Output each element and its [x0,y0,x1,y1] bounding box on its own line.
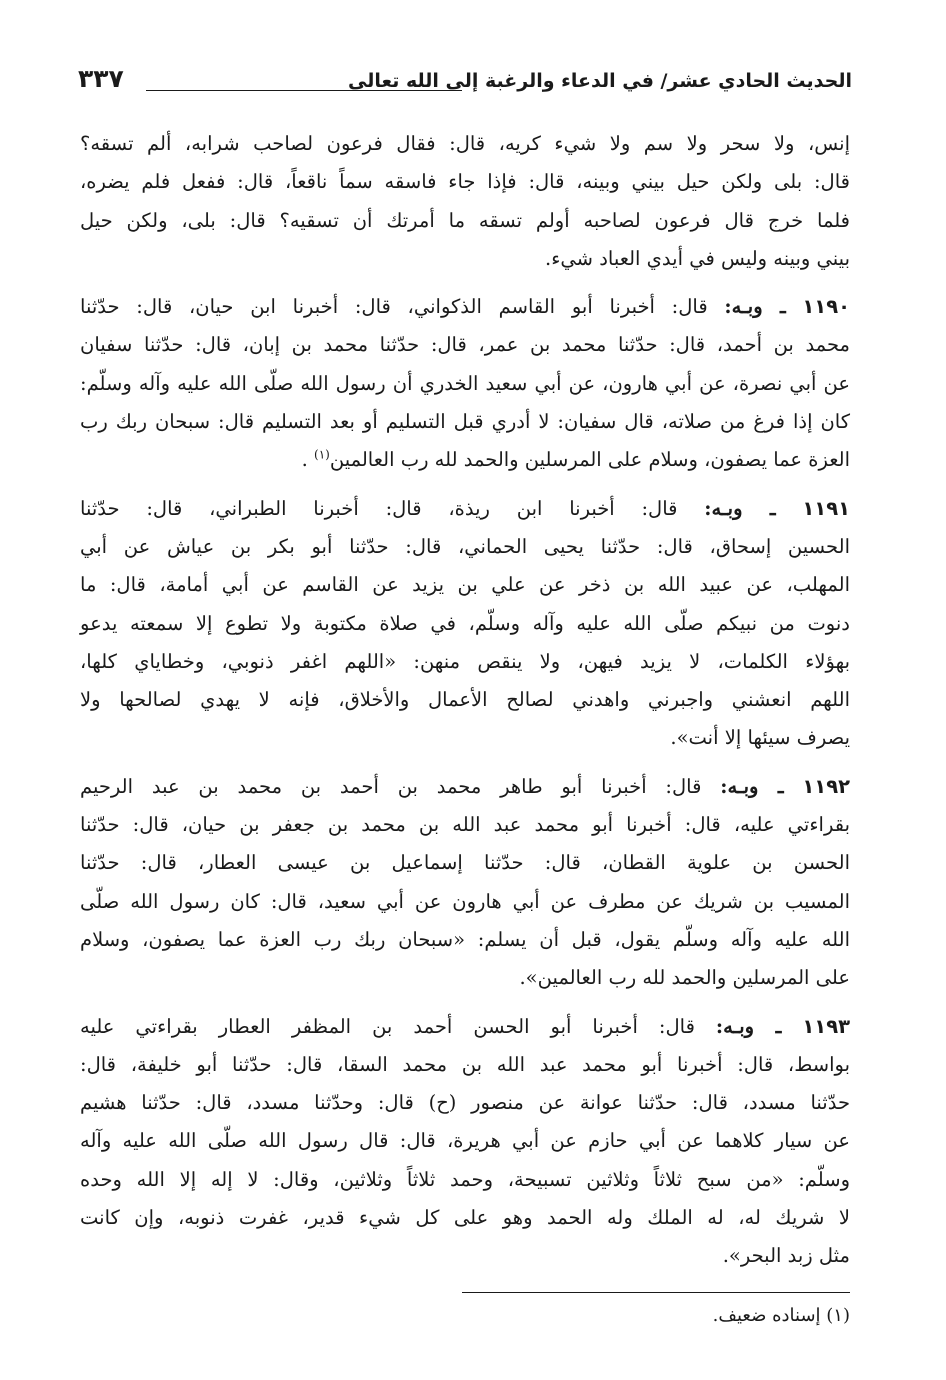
hadith-number: ١١٩٢ [802,774,850,798]
hadith-marker: ـ وبـه: [724,295,786,319]
paragraph-gap [80,278,850,288]
hadith-line-text: قال: أخبرنا أبو الحسن أحمد بن المظفر العطار بقراءتي عليه [80,1014,695,1038]
text-line: المسيب بن شريك عن مطرف عن أبي هارون عن أبي سعيد، قال: كان رسول الله صلّى [80,889,850,913]
text-line: بهؤلاء الكلمات، لا يزيد فيهن، ولا ينقص منهن: «اللهم اغفر ذنوبي، وخطاياي كلها، [80,649,850,673]
text-line: الحسن بن علوية القطان، قال: حدّثنا إسماعيل بن عيسى العطار، قال: حدّثنا [80,851,850,875]
hadith-marker: ـ وبـه: [715,1014,782,1038]
text-line: مثل زبد البحر». [722,1244,850,1268]
text-line: حدّثنا مسدد، قال: حدّثنا عوانة عن منصور (ح) قال: وحدّثنا مسدد، قال: حدّثنا هشيم [80,1091,850,1115]
text-line: عن أبي نصرة، عن أبي هارون، عن أبي سعيد الخدري أن رسول الله صلّى الله عليه وآله وسلّم: [80,371,850,395]
text-line [80,288,850,326]
hadith-number: ١١٩٠ [802,295,851,319]
hadith-1190 [80,288,850,479]
hadith-line-text: قال: أخبرنا ابن ريذة، قال: أخبرنا الطبراني، قال: حدّثنا [80,496,678,520]
text-line: يصرف سيئها إلا أنت». [670,726,850,750]
header-rule [146,90,462,91]
page-number: ٣٣٧ [78,64,124,93]
text-line: قال: بلى ولكن حيل بيني وبينه، قال: فإذا جاء فاسقه سماً ناقعاً، قال: ففعل فلم يضره، [80,170,850,194]
paragraph-gap [80,998,850,1008]
hadith-line-text: قال: أخبرنا أبو القاسم الذكواني، قال: أخبرنا ابن حيان، قال: حدّثنا [80,295,708,319]
footnote-reference[interactable]: (١) [314,447,330,462]
text-line [80,441,850,479]
text-line: محمد بن أحمد، قال: حدّثنا محمد بن عمر، قال: حدّثنا محمد بن إبان، قال: حدّثنا سفيان [80,333,850,357]
text-line: بيني وبينه وليس في أيدي العباد شيء. [545,246,850,270]
text-line: الحسين إسحاق، قال: حدّثنا يحيى الحماني، قال: حدّثنا أبو بكر بن عياش عن أبي [80,534,850,558]
text-line: كان إذا فرغ من صلاته، قال سفيان: لا أدري قبل التسليم أو بعد التسليم قال: سبحان ربك رب [80,410,850,434]
text-line: فلما خرج قال فرعون لصاحبه أولم تسقه ما أمرتك أن تسقيه؟ قال: بلى، ولكن حيل [80,208,850,232]
running-title: الحديث الحادي عشر/ في الدعاء والرغبة إلى الله تعالى [348,70,852,92]
text-line: الله عليه وآله وسلّم يقول، قبل أن يسلم: «سبحان ربك رب العزة عما يصفون، وسلام [80,927,850,951]
footnote-rule [462,1292,850,1293]
text-line [80,1008,850,1046]
text-line: بقراءتي عليه، قال: أخبرنا أبو محمد عبد الله بن محمد بن جعفر بن حيان، قال: حدّثنا [80,813,850,837]
text-line: المهلب، عن عبيد الله بن ذخر عن علي بن يزيد عن القاسم عن أبي أمامة، قال: ما [80,573,850,597]
text-line: على المرسلين والحمد لله رب العالمين». [519,966,850,990]
text-line: لا شريك له، له الملك وله الحمد وهو على كل شيء قدير، غفرت ذنوبه، وإن كانت [80,1206,850,1230]
hadith-marker: ـ وبـه: [704,496,776,520]
hadith-marker: ـ وبـه: [720,774,784,798]
paragraph-gap [80,480,850,490]
hadith-line-text: قال: أخبرنا أبو طاهر محمد بن أحمد بن محمد بن عبد الرحيم [80,774,702,798]
hadith-1193 [80,1008,850,1276]
text-line: وسلّم: «من سبح ثلاثاً وثلاثين تسبيحة، وحمد ثلاثاً وثلاثين، وقال: لا إله إلا الله وحده [80,1167,850,1191]
page-header [78,66,852,102]
footnote: (١) إسناده ضعيف. [712,1305,850,1326]
text-line: بواسط، قال: أخبرنا أبو محمد عبد الله بن محمد السقا، قال: حدّثنا أبو خليفة، قال: [80,1052,850,1076]
text-line [80,768,850,806]
line-end: . [301,448,315,472]
hadith-number: ١١٩٣ [802,1014,851,1038]
main-text [80,125,850,1276]
text-line: اللهم انعشني واجبرني واهدني لصالح الأعمال والأخلاق، فإنه لا يهدي لصالحها ولا [80,688,850,712]
hadith-line-text: العزة عما يصفون، وسلام على المرسلين والحمد لله رب العالمين [329,448,850,472]
text-line: إنس، ولا سحر ولا سم ولا شيء كريه، قال: فقال فرعون لصاحب شرابه، ألم تسقه؟ [80,132,850,155]
hadith-number: ١١٩١ [802,496,851,520]
text-line [80,490,850,528]
hadith-1192 [80,768,850,998]
text-line: دنوت من نبيكم صلّى الله عليه وآله وسلّم، في صلاة مكتوبة ولا تطوع إلا سمعته يدعو [80,611,850,635]
intro-paragraph [80,125,850,278]
paragraph-gap [80,758,850,768]
text-line: عن سيار كلاهما عن أبي حازم عن أبي هريرة، قال: قال رسول الله صلّى الله عليه وآله [80,1129,850,1153]
hadith-1191 [80,490,850,758]
